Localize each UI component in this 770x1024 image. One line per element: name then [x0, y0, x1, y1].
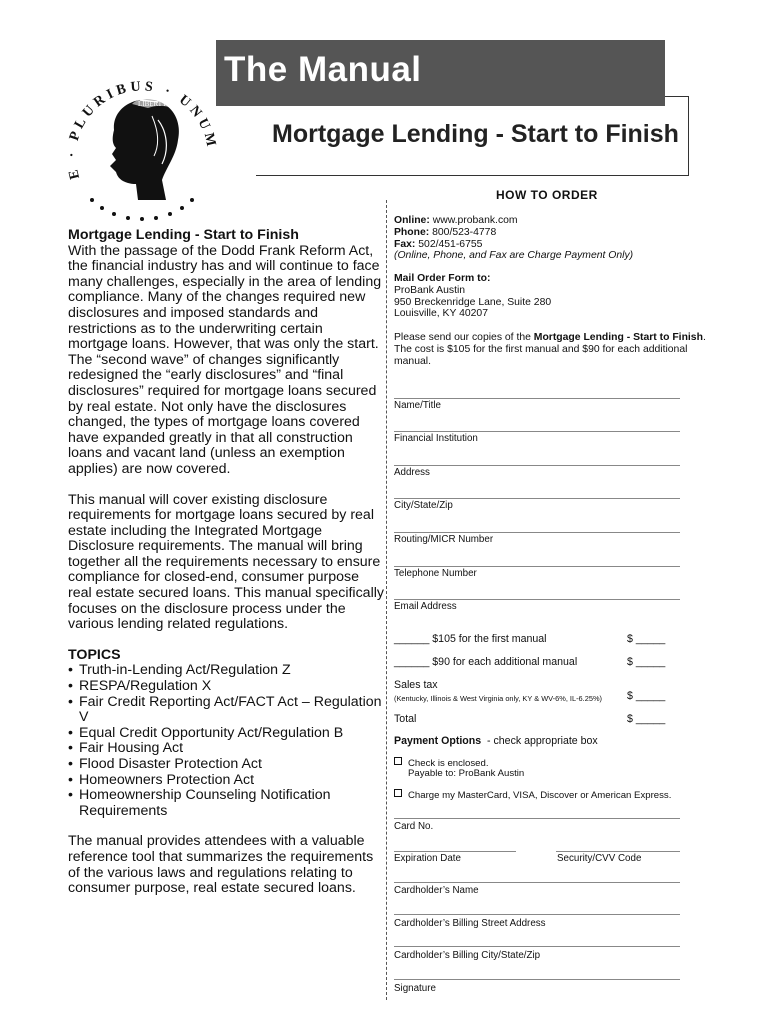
topic-item: • Homeowners Protection Act [68, 773, 384, 789]
card-option-label: Charge my MasterCard, VISA, Discover or American Express. [408, 790, 672, 801]
signature-field[interactable] [394, 979, 680, 980]
check-option-checkbox[interactable] [394, 757, 402, 765]
topic-item: • Homeownership Counseling Notification Requirements [68, 788, 384, 819]
city-state-zip-field[interactable] [394, 498, 680, 499]
contact-block [394, 215, 633, 262]
telephone-field[interactable] [394, 566, 680, 567]
card-option[interactable] [394, 789, 671, 802]
mail-order-block [394, 273, 551, 320]
signature-label: Signature [394, 983, 436, 994]
phone-number: 800/523-4778 [432, 226, 497, 238]
cardholder-name-label: Cardholder’s Name [394, 885, 479, 896]
sales-tax-label: Sales tax [394, 679, 438, 691]
address-field[interactable] [394, 465, 680, 466]
phone-label: Phone: [394, 226, 430, 238]
svg-text:E · PLURIBUS · UNUM: E · PLURIBUS · UNUM [64, 79, 220, 181]
first-manual-qty[interactable]: ______ $105 for the first manual [394, 633, 547, 645]
payment-options-sub: - check appropriate box [487, 735, 598, 747]
card-option-checkbox[interactable] [394, 789, 402, 797]
topic-item: • Fair Credit Reporting Act/FACT Act – Regulation V [68, 695, 384, 726]
email-label: Email Address [394, 601, 457, 612]
mail-order-label: Mail Order Form to: [394, 273, 491, 284]
column-divider [386, 200, 387, 1000]
description-paragraph: This manual will cover existing disclosure requirements for mortgage loans secured by real estate including the Integrated Mortgage Disclosure requirements. The manual will bring together all the requirements necessary to ensure compliance for closed-end, consumer purpose real estate secured loans. This manual specifically focuses on the disclosure process under the various lending related regulations. [68, 491, 384, 633]
billing-city-field[interactable] [394, 946, 680, 947]
expiration-label: Expiration Date [394, 853, 461, 864]
card-number-label: Card No. [394, 821, 434, 832]
mail-city: Louisville, KY 40207 [394, 308, 488, 320]
frame-line [665, 96, 689, 97]
routing-number-field[interactable] [394, 532, 680, 533]
instructions-text: Please send our copies of the [394, 332, 534, 343]
cardholder-name-field[interactable] [394, 882, 680, 883]
name-title-field[interactable] [394, 398, 680, 399]
page-subtitle: Mortgage Lending - Start to Finish [272, 120, 679, 148]
mail-name: ProBank Austin [394, 284, 466, 296]
payment-options-heading [394, 736, 598, 748]
charge-payment-note: (Online, Phone, and Fax are Charge Payment Only) [394, 250, 634, 262]
description-column [68, 228, 384, 912]
billing-street-field[interactable] [394, 914, 680, 915]
description-paragraph: With the passage of the Dodd Frank Reform Act, the financial industry has and will continue to face many challenges, especially in the area of lending compliance. Many of the changes required new disclosures and imposed standards and restrictions as to the underwriting certain mortgage loans. However, that was only the start. The “second wave” of changes significantly redesigned the “early disclosures” and “final disclosures” required for mortgage loans secured by real estate. Not only have the disclosures changed, the types of mortgage loans covered have expanded greatly in that all construction loans and vacant land (unless an exemption applies) are now covered. [68, 242, 382, 477]
address-label: Address [394, 467, 430, 478]
security-code-label: Security/CVV Code [557, 853, 642, 864]
topics-heading: TOPICS [68, 646, 121, 663]
institution-field[interactable] [394, 431, 680, 432]
expiration-field[interactable] [394, 851, 516, 852]
telephone-label: Telephone Number [394, 568, 477, 579]
sales-tax-note: (Kentucky, Illinois & West Virginia only, KY & WV-6%, IL-6.25%) [394, 694, 602, 703]
website-link[interactable]: www.probank.com [432, 215, 518, 226]
security-code-field[interactable] [556, 851, 680, 852]
instructions-text: . The cost is $105 for the first manual and $90 for each additional manual. [394, 332, 706, 367]
topic-item: • RESPA/Regulation X [68, 679, 384, 695]
liberty-seal-logo [62, 60, 222, 225]
billing-city-label: Cardholder’s Billing City/State/Zip [394, 950, 541, 961]
fax-number: 502/451-6755 [418, 238, 483, 250]
sales-tax-amount[interactable]: $ _____ [627, 690, 666, 702]
check-payable-label: Payable to: ProBank Austin [408, 768, 525, 779]
routing-number-label: Routing/MICR Number [394, 534, 494, 545]
topic-item: • Fair Housing Act [68, 741, 384, 757]
topic-item: • Flood Disaster Protection Act [68, 757, 384, 773]
fax-label: Fax: [394, 238, 416, 250]
payment-options-title: Payment Options [394, 735, 482, 747]
topic-item: • Equal Credit Opportunity Act/Regulation B [68, 726, 384, 742]
description-heading: Mortgage Lending - Start to Finish [68, 227, 299, 243]
name-title-label: Name/Title [394, 400, 441, 411]
frame-line [688, 96, 689, 176]
mail-street: 950 Breckenridge Lane, Suite 280 [394, 296, 552, 308]
city-state-zip-label: City/State/Zip [394, 500, 453, 511]
email-field[interactable] [394, 599, 680, 600]
check-option-label: Check is enclosed. [408, 758, 489, 769]
first-manual-amount[interactable]: $ _____ [627, 633, 666, 645]
frame-line [256, 175, 689, 176]
topic-item: • Truth-in-Lending Act/Regulation Z [68, 663, 384, 679]
card-number-field[interactable] [394, 818, 680, 819]
how-to-order-heading: HOW TO ORDER [496, 188, 598, 202]
additional-manual-amount[interactable]: $ _____ [627, 656, 666, 668]
topics-list [68, 663, 384, 819]
page-title: The Manual [224, 50, 422, 89]
description-paragraph: The manual provides attendees with a valuable reference tool that summarizes the requirements of the various laws and regulations relating to consumer purpose, real estate secured loans. [68, 833, 374, 897]
billing-street-label: Cardholder’s Billing Street Address [394, 918, 546, 929]
total-amount[interactable]: $ _____ [627, 713, 666, 725]
total-label: Total [394, 713, 417, 725]
additional-manual-qty[interactable]: ______ $90 for each additional manual [394, 656, 578, 668]
order-instructions [394, 332, 709, 367]
institution-label: Financial Institution [394, 433, 478, 444]
svg-text:LIBERTY: LIBERTY [138, 100, 168, 108]
manual-name: Mortgage Lending - Start to Finish [533, 332, 703, 343]
online-label: Online: [394, 215, 430, 226]
